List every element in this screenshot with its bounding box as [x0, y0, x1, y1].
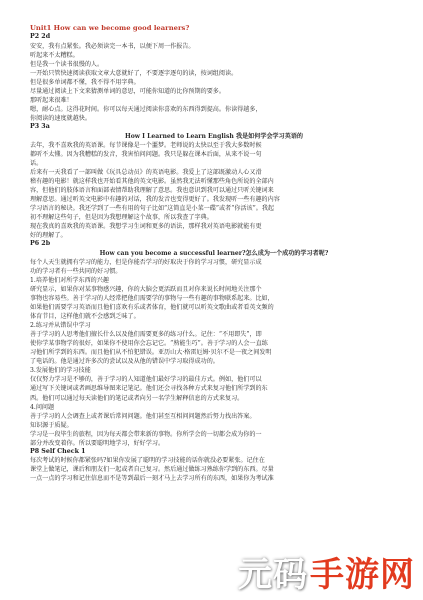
text-line: 稽有趣的电影！就这样我也开始看其他的英文电影。虽然我无法听懂那些角色所说的全部内 — [30, 177, 274, 185]
text-line: 了电话的。他是通过许多次的尝试以及从他的错误中学习取得成功的。 — [30, 358, 219, 366]
section-heading: P2 2d — [30, 33, 51, 40]
text-line: 一点一点的学习和记住信息而不是等到最后一刻才马上去学习所有的东西，如果你为考试准 — [30, 475, 274, 483]
text-line: 尽量通过阅读上下文来猜测单词的意思，可能你知道的比你预期的要多。 — [30, 87, 225, 95]
text-line: 事物也容易些。善于学习的人经常把他们需要学的事物与一些有趣的事物联系起来。比如， — [30, 295, 274, 302]
text-line: 话。 — [30, 159, 43, 167]
text-line: 都听不太懂。因为我糟糕的发音，我害怕问问题。我只是躲在课本后面，从来不说一句 — [30, 150, 262, 158]
text-line: 课堂上做笔记，课后和朋友们一起或者自己复习。然后通过做练习熟练你学到的东西。尽量 — [30, 466, 274, 474]
section-body — [30, 456, 398, 483]
text-line: 嗯，耐心点。这得花时间。你可以每天通过阅读你喜欢的东西得到提高。你读得越多， — [30, 105, 262, 113]
text-line: 理解意思。通过听英文电影中有趣的对话，我的发音也变得更好了。我发现听一些有趣的内容 — [30, 195, 280, 203]
text-line: 但是我一个读书很慢的人。 — [30, 60, 104, 68]
text-line: 每个人天生就拥有学习的能力，但是你能否学习的好取决于你的学习习惯，研究显示成 — [30, 258, 262, 266]
document-page — [30, 24, 398, 484]
text-line: 你阅读的速度就越快。 — [30, 114, 91, 122]
section-body — [30, 258, 398, 448]
text-line: 那听起来很难！ — [30, 96, 73, 104]
text-line: 知识源于质疑。 — [30, 421, 73, 429]
section-body — [30, 141, 398, 241]
text-line: 去年，我不喜欢我的英语课。每节课像是一个噩梦。老师说的太快以至于我大多数时候 — [30, 141, 262, 149]
text-line: 通过写下关键词或者画思维导图来记笔记。他们还会寻找各种方式来复习他们所学到的东 — [30, 385, 268, 393]
text-line: 仅仅努力学习是不够的，善于学习的人知道他们最好学习的最佳方式。例如，他们可以 — [30, 376, 262, 384]
watermark-accent-text: 手游网 — [310, 555, 415, 595]
text-line: 习他们所学到的东西。而且他们从不怕犯错误。亚历山大·格雷厄姆·贝尔不是一夜之间发明 — [30, 349, 272, 357]
section-p6-2b — [30, 240, 398, 448]
text-line: 安安，我有点紧张。我必须读完一本书，以便下周一作报告。 — [30, 42, 195, 50]
text-line: 每次考试的时候你都紧张吗?如果你发展了聪明的学习技能的话你就没必要紧张。记住在 — [30, 457, 265, 465]
text-line: 初不理解这些句子，但是因为我想理解这个故事，所以我查了字典。 — [30, 214, 213, 222]
text-line: 西。他们可以通过每天读他们的笔记或者向另一名学生解释信息的方式来复习。 — [30, 394, 244, 402]
text-line: 使你学某事物学的很好，如果你不使用你会忘记它。“熟能生巧”。善于学习的人会一直练 — [30, 340, 268, 348]
text-line: 4.问问题 — [30, 403, 55, 411]
text-line: 现在我真的喜欢我的英语课。我想学习生词和更多的语法，那样我对英语电影就能有更 — [30, 223, 262, 231]
text-line: 后来有一天我看了一部叫做《玩具总动员》的英语电影。我爱上了这部既激动人心又滑 — [30, 168, 262, 176]
site-watermark-logo — [238, 547, 415, 596]
text-line: 但是很多单词都不懂，我不得不用字典。 — [30, 78, 140, 86]
section-p3-3a — [30, 123, 398, 240]
text-line: 研究显示，如果你对某事物感兴趣，你的大脑会更活跃而且对你来说长时间地关注那个 — [30, 285, 262, 293]
section-heading: P6 2b — [30, 240, 51, 248]
section-heading: P3 3a — [30, 123, 50, 131]
text-line: 体育节目，这样他们就不会感到乏味了。 — [30, 313, 140, 321]
text-line: 3.发展他们的学习技能 — [30, 367, 91, 375]
section-p2-2d — [30, 33, 398, 123]
text-line: 善于学习的人思考他们擅长什么以及他们需要更多的练习什么。记住：“不用即失”，即 — [30, 331, 262, 339]
section-body — [30, 42, 398, 123]
article-title: How can you become a successful learner?怎么成为一个成功的学习者呢? — [99, 249, 329, 257]
section-p8-self-check — [30, 448, 398, 484]
watermark-text: 元码 — [238, 555, 308, 595]
text-line: 善于学习的人会调查上或者课后常问问题。他们甚至互相问问题然后努力找出答案。 — [30, 412, 256, 420]
text-line: 部分并改变着你。所以要聪明地学习，好好学习。 — [30, 439, 165, 447]
text-line: 功的学习者有一些共同的好习惯。 — [30, 267, 122, 275]
text-line: 学习是一段毕生的旅程，因为每天都会带来新的事物。你所学会的一切都会成为你的一 — [30, 430, 262, 438]
text-line: 好的理解了。 — [30, 232, 67, 240]
text-line: 学习语言的秘诀。我还学到了一些有用的句子比如“这简直是小菜一碟”或者“你活该”。我起 — [30, 204, 275, 212]
text-line: 2.练习并从错误中学习 — [30, 322, 91, 330]
unit-title: Unit1 How can we become good learners? — [30, 24, 190, 32]
text-line: 一开始只管快速阅读获取文章大意就好了，不要逐字逐句的读，按词组阅读。 — [30, 69, 238, 77]
text-line: 听起来不太糟糕。 — [30, 51, 79, 59]
article-title: How I Learned to Learn English 我是如何学会学习英语的 — [124, 132, 304, 140]
text-line: 如果他们需要学习英语而且他们喜欢有乐或者体育，他们就可以听英文歌曲或者看英文频的 — [30, 304, 274, 312]
section-heading: P8 Self Check 1 — [30, 447, 86, 455]
text-line: 容，但他们的肢体语言和面部表情帮助我理解了意思。我也意识到我可以通过只听关键词来 — [30, 186, 274, 194]
text-line: 1.培养他们对所学东西的兴趣 — [30, 276, 109, 284]
